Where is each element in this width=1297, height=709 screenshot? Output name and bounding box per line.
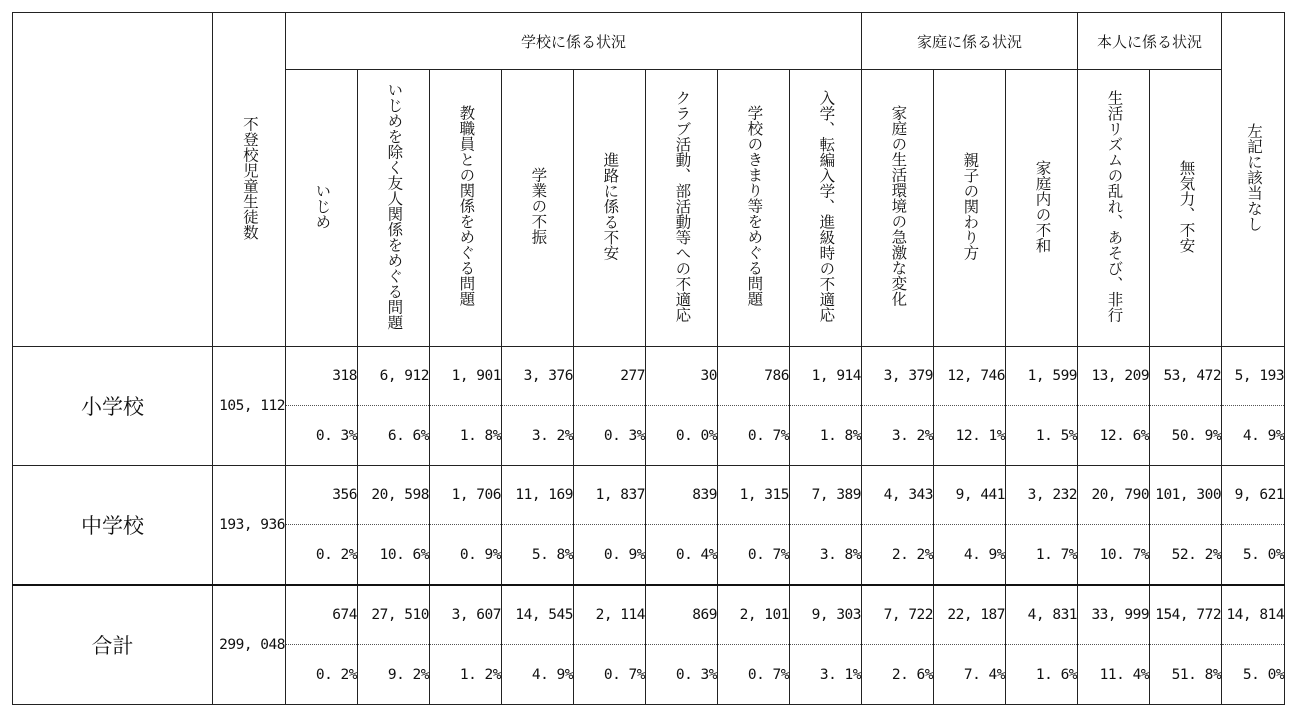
count-cell: 11, 169	[502, 466, 574, 525]
col-header	[358, 70, 430, 347]
count-cell: 4, 831	[1006, 585, 1078, 645]
col-header-label: 学業の不振	[529, 167, 548, 245]
percent-cell: 5. 0%	[1222, 645, 1285, 705]
count-cell: 2, 101	[718, 585, 790, 645]
col-header	[574, 70, 646, 347]
count-cell: 30	[646, 347, 718, 406]
total-header	[213, 13, 286, 347]
col-header	[718, 70, 790, 347]
percent-cell: 3. 1%	[790, 645, 862, 705]
col-header	[934, 70, 1006, 347]
count-cell: 3, 376	[502, 347, 574, 406]
percent-cell: 0. 2%	[286, 525, 358, 586]
percent-cell: 4. 9%	[502, 645, 574, 705]
percent-cell: 0. 2%	[286, 645, 358, 705]
count-cell: 13, 209	[1078, 347, 1150, 406]
count-cell: 4, 343	[862, 466, 934, 525]
percent-cell: 1. 8%	[790, 406, 862, 466]
percent-cell: 1. 2%	[430, 645, 502, 705]
count-cell: 2, 114	[574, 585, 646, 645]
col-header-label: 家庭の生活環境の急激な変化	[889, 105, 908, 307]
percent-cell: 3. 2%	[502, 406, 574, 466]
count-cell: 9, 621	[1222, 466, 1285, 525]
percent-cell: 12. 6%	[1078, 406, 1150, 466]
percent-cell: 0. 3%	[286, 406, 358, 466]
col-header-label: 家庭内の不和	[1033, 159, 1052, 253]
col-header	[1006, 70, 1078, 347]
col-header-label: 進路に係る不安	[601, 151, 620, 261]
col-header-none	[1222, 13, 1285, 347]
percent-cell: 0. 7%	[718, 406, 790, 466]
col-header	[790, 70, 862, 347]
percent-cell: 10. 7%	[1078, 525, 1150, 586]
percent-cell: 2. 2%	[862, 525, 934, 586]
percent-cell: 12. 1%	[934, 406, 1006, 466]
col-header	[646, 70, 718, 347]
col-header-label: 学校のきまり等をめぐる問題	[745, 105, 764, 307]
col-header-label: いじめを除く友人関係をめぐる問題	[385, 82, 404, 330]
percent-cell: 52. 2%	[1150, 525, 1222, 586]
count-cell: 6, 912	[358, 347, 430, 406]
percent-cell: 1. 8%	[430, 406, 502, 466]
count-cell: 3, 607	[430, 585, 502, 645]
row-total: 105, 112	[213, 347, 286, 466]
col-header-label: 無気力、不安	[1177, 159, 1196, 253]
count-cell: 9, 303	[790, 585, 862, 645]
table-body	[13, 347, 1285, 705]
percent-cell: 3. 8%	[790, 525, 862, 586]
count-cell: 20, 790	[1078, 466, 1150, 525]
col-header	[430, 70, 502, 347]
percent-cell: 0. 3%	[574, 406, 646, 466]
percent-cell: 0. 7%	[718, 525, 790, 586]
corner-cell	[13, 13, 213, 347]
count-cell: 7, 722	[862, 585, 934, 645]
percent-cell: 1. 5%	[1006, 406, 1078, 466]
col-header	[286, 70, 358, 347]
percent-cell: 3. 2%	[862, 406, 934, 466]
count-cell: 9, 441	[934, 466, 1006, 525]
group-header-row	[13, 13, 1285, 70]
count-cell: 786	[718, 347, 790, 406]
count-cell: 1, 599	[1006, 347, 1078, 406]
table-row	[13, 347, 1285, 406]
count-cell: 12, 746	[934, 347, 1006, 406]
count-cell: 1, 315	[718, 466, 790, 525]
group-school: 学校に係る状況	[286, 13, 862, 70]
percent-cell: 0. 9%	[430, 525, 502, 586]
col-header-label: クラブ活動、部活動等への不適応	[673, 89, 692, 323]
count-cell: 14, 814	[1222, 585, 1285, 645]
percent-cell: 9. 2%	[358, 645, 430, 705]
col-header-label: 親子の関わり方	[961, 151, 980, 261]
count-cell: 33, 999	[1078, 585, 1150, 645]
percent-cell: 0. 7%	[718, 645, 790, 705]
col-header-label: 生活リズムの乱れ、あそび、非行	[1105, 89, 1124, 323]
count-cell: 839	[646, 466, 718, 525]
col-header	[862, 70, 934, 347]
count-cell: 1, 837	[574, 466, 646, 525]
count-cell: 1, 706	[430, 466, 502, 525]
percent-cell: 0. 3%	[646, 645, 718, 705]
percent-cell: 11. 4%	[1078, 645, 1150, 705]
col-header	[502, 70, 574, 347]
percent-cell: 1. 7%	[1006, 525, 1078, 586]
percent-cell: 0. 0%	[646, 406, 718, 466]
percent-cell: 7. 4%	[934, 645, 1006, 705]
col-header	[1150, 70, 1222, 347]
row-label: 中学校	[13, 466, 213, 586]
row-label: 小学校	[13, 347, 213, 466]
count-cell: 20, 598	[358, 466, 430, 525]
count-cell: 1, 901	[430, 347, 502, 406]
count-cell: 674	[286, 585, 358, 645]
count-cell: 3, 379	[862, 347, 934, 406]
count-cell: 318	[286, 347, 358, 406]
group-self: 本人に係る状況	[1078, 13, 1222, 70]
percent-cell: 1. 6%	[1006, 645, 1078, 705]
truancy-reasons-table	[12, 12, 1285, 705]
count-cell: 154, 772	[1150, 585, 1222, 645]
percent-cell: 5. 0%	[1222, 525, 1285, 586]
count-cell: 22, 187	[934, 585, 1006, 645]
col-header-label: 教職員との関係をめぐる問題	[457, 105, 476, 307]
count-cell: 1, 914	[790, 347, 862, 406]
count-cell: 27, 510	[358, 585, 430, 645]
count-cell: 356	[286, 466, 358, 525]
count-cell: 869	[646, 585, 718, 645]
percent-cell: 10. 6%	[358, 525, 430, 586]
col-header-label: 入学、転編入学、進級時の不適応	[817, 89, 836, 323]
percent-cell: 2. 6%	[862, 645, 934, 705]
row-total: 299, 048	[213, 585, 286, 705]
table-row	[13, 585, 1285, 645]
percent-cell: 5. 8%	[502, 525, 574, 586]
count-cell: 277	[574, 347, 646, 406]
total-header-label: 不登校児童生徒数	[240, 115, 259, 240]
count-cell: 7, 389	[790, 466, 862, 525]
group-family: 家庭に係る状況	[862, 13, 1078, 70]
col-header	[1078, 70, 1150, 347]
percent-cell: 0. 4%	[646, 525, 718, 586]
percent-cell: 4. 9%	[934, 525, 1006, 586]
count-cell: 101, 300	[1150, 466, 1222, 525]
col-header-label: いじめ	[313, 182, 332, 230]
percent-cell: 4. 9%	[1222, 406, 1285, 466]
percent-cell: 0. 7%	[574, 645, 646, 705]
percent-cell: 50. 9%	[1150, 406, 1222, 466]
row-label: 合計	[13, 585, 213, 705]
count-cell: 14, 545	[502, 585, 574, 645]
percent-cell: 51. 8%	[1150, 645, 1222, 705]
percent-cell: 6. 6%	[358, 406, 430, 466]
table-row	[13, 466, 1285, 525]
row-total: 193, 936	[213, 466, 286, 586]
col-header-label: 左記に該当なし	[1244, 123, 1263, 232]
count-cell: 5, 193	[1222, 347, 1285, 406]
percent-cell: 0. 9%	[574, 525, 646, 586]
count-cell: 53, 472	[1150, 347, 1222, 406]
count-cell: 3, 232	[1006, 466, 1078, 525]
